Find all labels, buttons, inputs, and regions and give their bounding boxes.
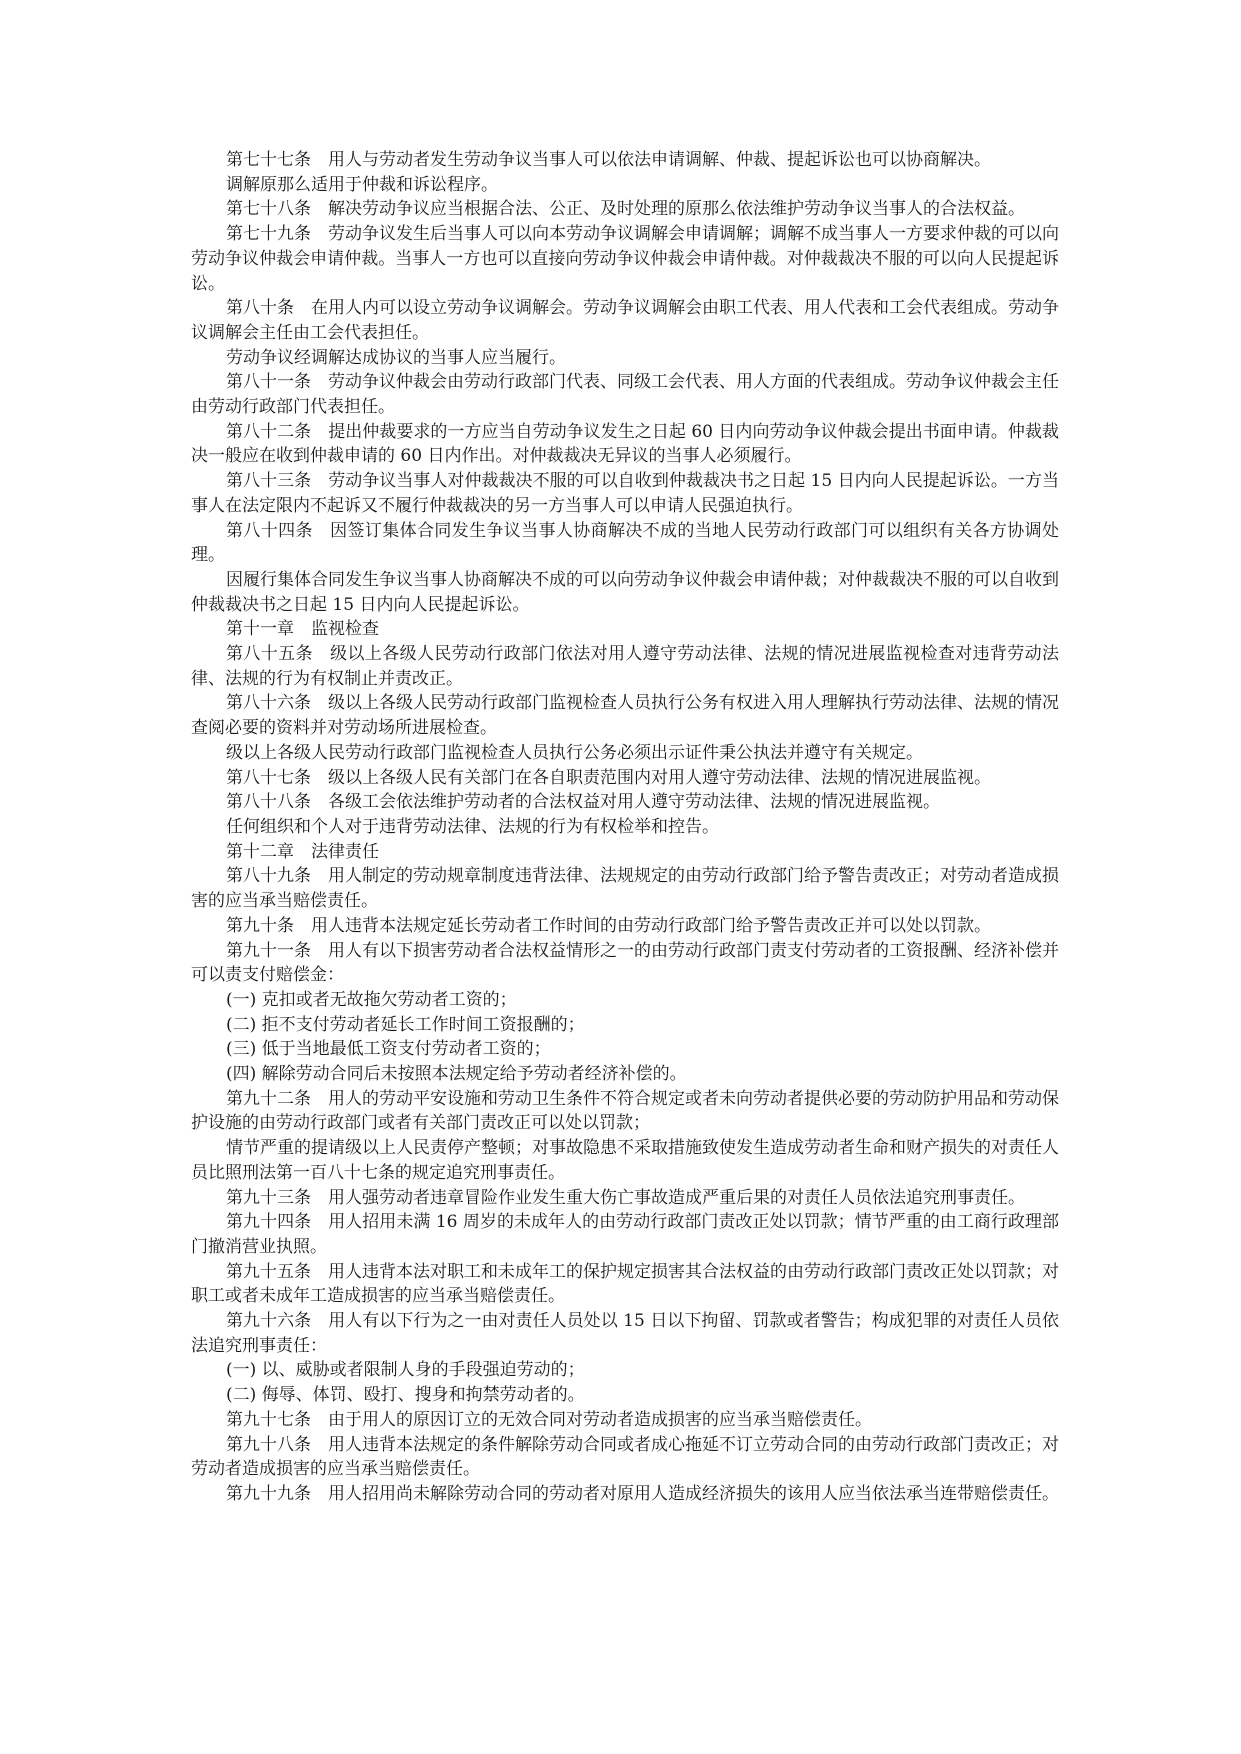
paragraph: 第九十四条 用人招用未满 16 周岁的未成年人的由劳动行政部门责改正处以罚款；情节严重的由工商行政理部门撤消营业执照。	[191, 1212, 1059, 1257]
paragraph: 第八十八条 各级工会依法维护劳动者的合法权益对用人遵守劳动法律、法规的情况进展监视。	[226, 792, 940, 813]
document-body	[191, 148, 1059, 1507]
paragraph: 因履行集体合同发生争议当事人协商解决不成的可以向劳动争议仲裁会申请仲裁；对仲裁裁决不服的可以自收到仲裁裁决书之日起 15 日内向人民提起诉讼。	[191, 569, 1059, 615]
paragraph: 第九十五条 用人违背本法对职工和未成年工的保护规定损害其合法权益的由劳动行政部门责改正处以罚款；对职工或者未成年工造成损害的应当承当赔偿责任。	[191, 1261, 1059, 1307]
paragraph: 第十二章 法律责任	[226, 841, 379, 862]
paragraph: 第七十八条 解决劳动争议应当根据合法、公正、及时处理的原那么依法维护劳动争议当事人的合法权益。	[226, 199, 1025, 220]
paragraph: 第九十三条 用人强劳动者违章冒险作业发生重大伤亡事故造成严重后果的对责任人员依法追究刑事责任。	[226, 1187, 1025, 1208]
paragraph: 级以上各级人民劳动行政部门监视检查人员执行公务必须出示证件秉公执法并遵守有关规定。	[226, 742, 923, 763]
paragraph: (一) 以、威胁或者限制人身的手段强迫劳动的；	[226, 1360, 585, 1381]
paragraph: 第九十九条 用人招用尚未解除劳动合同的劳动者对原用人造成经济损失的该用人应当依法承当连带赔偿责任。	[226, 1483, 1059, 1504]
paragraph: 第七十九条 劳动争议发生后当事人可以向本劳动争议调解会申请调解；调解不成当事人一方要求仲裁的可以向劳动争议仲裁会申请仲裁。当事人一方也可以直接向劳动争议仲裁会申请仲裁。对仲裁裁决不服的可以向人民提起诉讼。	[191, 224, 1059, 294]
paragraph: 调解原那么适用于仲裁和诉讼程序。	[226, 174, 498, 195]
paragraph: 第九十一条 用人有以下损害劳动者合法权益情形之一的由劳动行政部门责支付劳动者的工资报酬、经济补偿并可以责支付赔偿金：	[191, 940, 1059, 986]
paragraph: 第九十六条 用人有以下行为之一由对责任人员处以 15 日以下拘留、罚款或者警告；构成犯罪的对责任人员依法追究刑事责任：	[191, 1311, 1059, 1356]
paragraph: 第八十九条 用人制定的劳动规章制度违背法律、法规规定的由劳动行政部门给予警告责改正；对劳动者造成损害的应当承当赔偿责任。	[191, 866, 1059, 912]
paragraph: 情节严重的提请级以上人民责停产整顿；对事故隐患不采取措施致使发生造成劳动者生命和财产损失的对责任人员比照刑法第一百八十七条的规定追究刑事责任。	[191, 1138, 1059, 1183]
paragraph: 第七十七条 用人与劳动者发生劳动争议当事人可以依法申请调解、仲裁、提起诉讼也可以协商解决。	[226, 150, 991, 170]
paragraph: 第八十五条 级以上各级人民劳动行政部门依法对用人遵守劳动法律、法规的情况进展监视检查对违背劳动法律、法规的行为有权制止并责改正。	[191, 644, 1059, 689]
paragraph: 第八十六条 级以上各级人民劳动行政部门监视检查人员执行公务有权进入用人理解执行劳动法律、法规的情况查阅必要的资料并对劳动场所进展检查。	[191, 693, 1059, 739]
paragraph: 第九十八条 用人违背本法规定的条件解除劳动合同或者成心拖延不订立劳动合同的由劳动行政部门责改正；对劳动者造成损害的应当承当赔偿责任。	[191, 1434, 1059, 1480]
paragraph: (二) 侮辱、体罚、殴打、搜身和拘禁劳动者的。	[226, 1385, 585, 1406]
paragraph: 第八十三条 劳动争议当事人对仲裁裁决不服的可以自收到仲裁裁决书之日起 15 日内向人民提起诉讼。一方当事人在法定限内不起诉又不履行仲裁裁决的另一方当事人可以申请人民强迫执行。	[191, 471, 1059, 516]
paragraph: 第九十条 用人违背本法规定延长劳动者工作时间的由劳动行政部门给予警告责改正并可以处以罚款。	[226, 915, 991, 936]
paragraph: (一) 克扣或者无故拖欠劳动者工资的；	[226, 989, 517, 1010]
paragraph: (三) 低于当地最低工资支付劳动者工资的；	[226, 1039, 551, 1060]
paragraph: 第八十二条 提出仲裁要求的一方应当自劳动争议发生之日起 60 日内向劳动争议仲裁会提出书面申请。仲裁裁决一般应在收到仲裁申请的 60 日内作出。对仲裁裁决无异议的当事人必须履行。	[191, 421, 1059, 467]
paragraph: 第九十七条 由于用人的原因订立的无效合同对劳动者造成损害的应当承当赔偿责任。	[226, 1409, 872, 1430]
paragraph: 劳动争议经调解达成协议的当事人应当履行。	[226, 347, 566, 368]
paragraph: 任何组织和个人对于违背劳动法律、法规的行为有权检举和控告。	[226, 816, 719, 837]
paragraph: (二) 拒不支付劳动者延长工作时间工资报酬的；	[226, 1014, 585, 1035]
paragraph: (四) 解除劳动合同后未按照本法规定给予劳动者经济补偿的。	[226, 1064, 687, 1085]
paragraph: 第十一章 监视检查	[226, 619, 379, 640]
paragraph: 第八十七条 级以上各级人民有关部门在各自职责范围内对用人遵守劳动法律、法规的情况进展监视。	[226, 767, 991, 788]
paragraph: 第八十一条 劳动争议仲裁会由劳动行政部门代表、同级工会代表、用人方面的代表组成。劳动争议仲裁会主任由劳动行政部门代表担任。	[191, 372, 1059, 418]
paragraph: 第八十四条 因签订集体合同发生争议当事人协商解决不成的当地人民劳动行政部门可以组织有关各方协调处理。	[191, 520, 1059, 566]
paragraph: 第九十二条 用人的劳动平安设施和劳动卫生条件不符合规定或者未向劳动者提供必要的劳动防护用品和劳动保护设施的由劳动行政部门或者有关部门责改正可以处以罚款；	[191, 1088, 1059, 1134]
paragraph: 第八十条 在用人内可以设立劳动争议调解会。劳动争议调解会由职工代表、用人代表和工会代表组成。劳动争议调解会主任由工会代表担任。	[191, 298, 1059, 343]
